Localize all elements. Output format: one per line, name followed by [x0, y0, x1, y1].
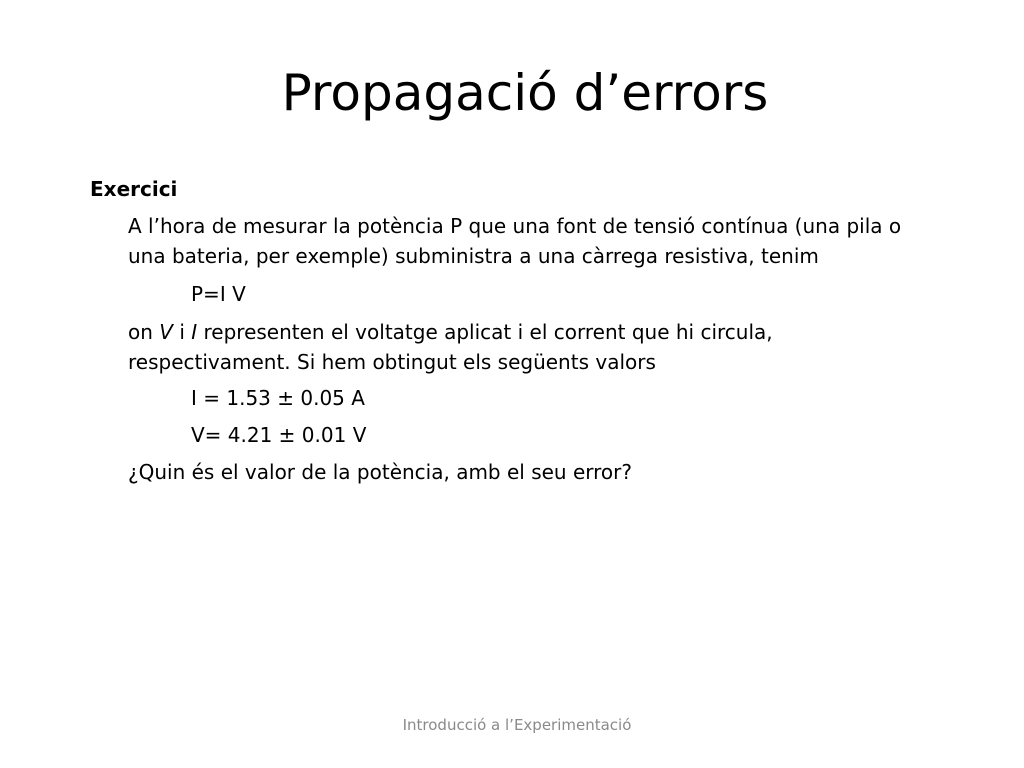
- variable-i: I: [191, 320, 198, 344]
- voltage-value: V= 4.21 ± 0.01 V: [191, 423, 367, 447]
- paragraph-1-line-2: una bateria, per exemple) subministra a una càrrega resistiva, tenim: [128, 244, 819, 268]
- paragraph-1-line-1: A l’hora de mesurar la potència P que una font de tensió contínua (una pila o: [128, 214, 902, 238]
- slide-footer: Introducció a l’Experimentació: [402, 716, 632, 734]
- paragraph-2-line-2: respectivament. Si hem obtingut els següents valors: [128, 350, 656, 374]
- variable-v: V: [159, 320, 173, 344]
- question-text: ¿Quin és el valor de la potència, amb el seu error?: [128, 460, 632, 484]
- current-value: I = 1.53 ± 0.05 A: [191, 386, 365, 410]
- paragraph-2-suffix: representen el voltatge aplicat i el corrent que hi circula,: [197, 320, 773, 344]
- slide-title: Propagació d’errors: [281, 64, 769, 122]
- paragraph-2-prefix: on: [128, 320, 160, 344]
- paragraph-2-mid: i: [172, 320, 192, 344]
- exercise-heading: Exercici: [90, 177, 178, 201]
- power-formula: P=I V: [191, 282, 246, 306]
- paragraph-2-line-1: [128, 318, 773, 346]
